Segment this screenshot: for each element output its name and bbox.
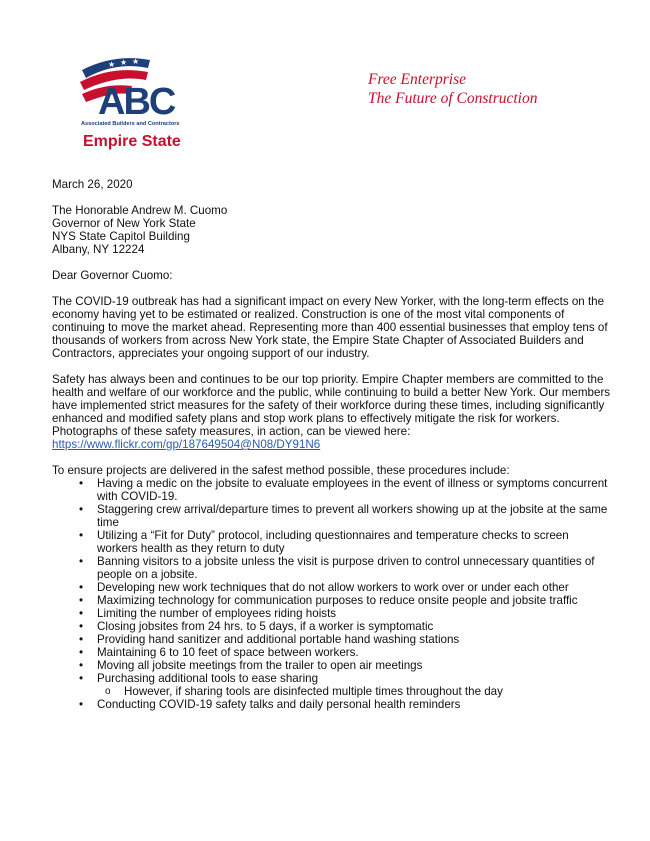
letter-date: March 26, 2020 [52, 178, 133, 191]
list-item: • Staggering crew arrival/departure times to prevent all workers showing up at the jobsite at the same time [52, 503, 612, 529]
list-item: • Conducting COVID-19 safety talks and daily personal health reminders [52, 698, 612, 711]
letterhead-tagline [368, 70, 538, 108]
paragraph-safety-text: Safety has always been and continues to be our top priority. Empire Chapter members are committed to the health and welfare of our workforce and the public, while continuing to build a better New York. Our members have implemented strict measures for the safety of their workforce during these times, including significantly enhanced and modified safety plans and stop work plans to effectively mitigate the risk for workers. Photographs of these safety measures, in action, can be viewed here: [52, 373, 611, 438]
list-item: • Maintaining 6 to 10 feet of space between workers. [52, 646, 612, 659]
letter-body [52, 178, 612, 711]
list-item: • Banning visitors to a jobsite unless the visit is purpose driven to control unnecessary quantities of people on a jobsite. [52, 555, 612, 581]
list-item: • Purchasing additional tools to ease sharing [52, 672, 612, 685]
recipient-title: Governor of New York State [52, 217, 196, 230]
paragraph-impact: The COVID-19 outbreak has had a significant impact on every New Yorker, with the long-term effects on the economy having yet to be estimated or realized. Construction is one of the most vital components of continuing to move the market ahead. Representing more than 400 essential businesses that employ tens of thousands of workers from across New York state, the Empire State Chapter of Associated Builders and Contractors, appreciates your ongoing support of our industry. [52, 295, 608, 360]
flickr-photo-link[interactable]: https://www.flickr.com/gp/187649504@N08/DY91N6 [52, 438, 321, 451]
procedures-intro: To ensure projects are delivered in the safest method possible, these procedures include: [52, 464, 510, 477]
abc-logo-graphic [78, 50, 200, 150]
procedures-list [52, 477, 612, 711]
recipient-address [52, 204, 612, 256]
abc-logo [78, 50, 200, 150]
list-item: • Closing jobsites from 24 hrs. to 5 days, if a worker is symptomatic [52, 620, 612, 633]
list-item: • Developing new work techniques that do not allow workers to work over or under each other [52, 581, 612, 594]
svg-text:★: ★ [132, 57, 140, 66]
list-item-with-sublist [52, 685, 612, 698]
logo-wordmark: ABC [98, 81, 175, 123]
tagline-line1: Free Enterprise [368, 71, 466, 88]
svg-text:★: ★ [120, 58, 128, 67]
recipient-city: Albany, NY 12224 [52, 243, 145, 256]
recipient-building: NYS State Capitol Building [52, 230, 190, 243]
list-item: • Utilizing a “Fit for Duty” protocol, including questionnaires and temperature checks to screen workers health as they return to duty [52, 529, 612, 555]
list-item: • Moving all jobsite meetings from the trailer to open air meetings [52, 659, 612, 672]
list-item: • Providing hand sanitizer and additional portable hand washing stations [52, 633, 612, 646]
logo-chapter: Empire State [83, 133, 181, 150]
paragraph-safety [52, 373, 612, 451]
list-item: • Maximizing technology for communication purposes to reduce onsite people and jobsite traffic [52, 594, 612, 607]
recipient-name: The Honorable Andrew M. Cuomo [52, 204, 228, 217]
tagline-line2: The Future of Construction [368, 90, 538, 107]
list-item: • Limiting the number of employees riding hoists [52, 607, 612, 620]
list-item: • Having a medic on the jobsite to evaluate employees in the event of illness or symptoms concurrent with COVID-19. [52, 477, 612, 503]
sub-procedures-list [97, 685, 612, 698]
salutation: Dear Governor Cuomo: [52, 269, 173, 282]
logo-subtitle: Associated Builders and Contractors [81, 121, 180, 127]
sub-list-item: o However, if sharing tools are disinfected multiple times throughout the day [97, 685, 612, 698]
svg-text:★: ★ [108, 60, 116, 69]
